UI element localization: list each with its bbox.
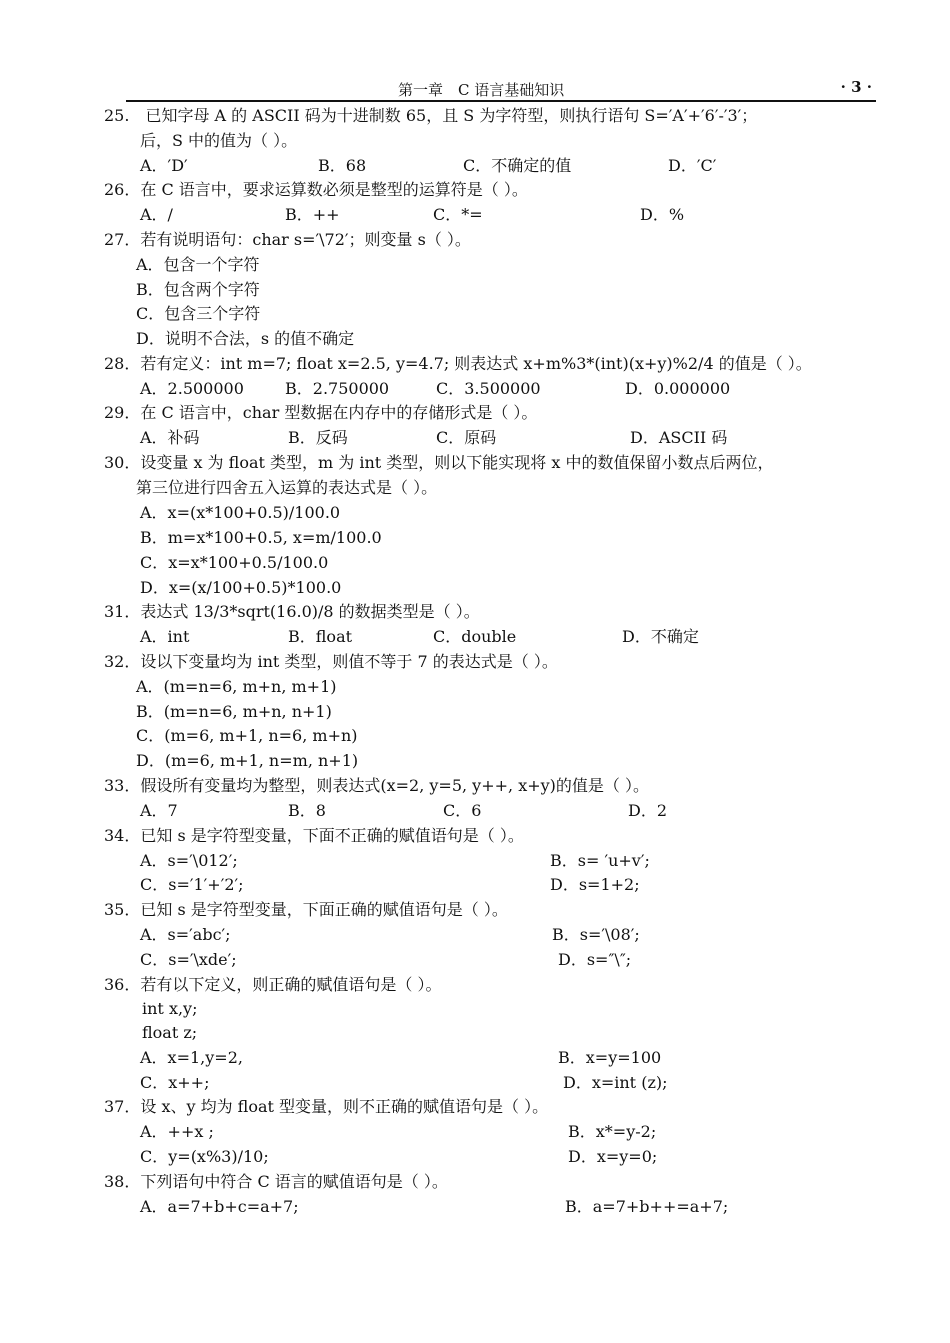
- page-number: · 3 ·: [840, 78, 872, 96]
- question-32-option-c: C．(m=6, m+1, n=6, m+n): [136, 726, 358, 745]
- question-34-option-c: C．s=′1′+′2′;: [140, 875, 244, 894]
- question-32-option-d: D．(m=6, m+1, n=m, n+1): [136, 751, 359, 770]
- question-38-option-a: A．a=7+b+c=a+7;: [140, 1197, 299, 1216]
- question-30-option-d: D．x=(x/100+0.5)*100.0: [140, 578, 342, 597]
- question-33-option-b: B．8: [288, 801, 326, 820]
- question-36-code-line-1: int x,y;: [142, 999, 198, 1018]
- question-26-option-d: D．%: [640, 205, 685, 224]
- chapter-title: 第一章 C 语言基础知识: [398, 81, 565, 99]
- question-29-option-b: B．反码: [288, 428, 348, 447]
- question-30-option-c: C．x=x*100+0.5/100.0: [140, 553, 329, 572]
- question-29-stem: 29．在 C 语言中，char 型数据在内存中的存储形式是（ ）。: [104, 403, 538, 422]
- question-33-stem: 33．假设所有变量均为整型，则表达式(x=2, y=5, y++, x+y)的值是（ ）。: [104, 776, 650, 795]
- question-32-option-a: A．(m=n=6, m+n, m+1): [136, 677, 337, 696]
- question-31-option-d: D．不确定: [622, 627, 699, 646]
- question-35-option-d: D．s=″\″;: [558, 950, 632, 969]
- question-29-option-a: A．补码: [140, 428, 200, 447]
- question-31-option-c: C．double: [433, 627, 517, 646]
- question-32-option-b: B．(m=n=6, m+n, n+1): [136, 702, 332, 721]
- question-30-stem-cont: 第三位进行四舍五入运算的表达式是（ ）。: [136, 478, 438, 497]
- question-36-stem: 36．若有以下定义，则正确的赋值语句是（ ）。: [104, 975, 442, 994]
- question-37-option-b: B．x*=y-2;: [568, 1122, 657, 1141]
- question-35-option-a: A．s=′abc′;: [140, 925, 231, 944]
- question-26-option-a: A．/: [140, 205, 173, 224]
- question-28-option-a: A．2.500000: [140, 379, 244, 398]
- question-35-option-c: C．s=′\xde′;: [140, 950, 237, 969]
- question-34-option-d: D．s=1+2;: [550, 875, 640, 894]
- question-37-stem: 37．设 x、y 均为 float 型变量，则不正确的赋值语句是（ ）。: [104, 1097, 549, 1116]
- question-26-option-c: C．*=: [433, 205, 483, 224]
- question-34-option-a: A．s=′\012′;: [140, 851, 238, 870]
- question-25-stem-cont: 后，S 中的值为（ ）。: [140, 131, 298, 150]
- question-27-option-a: A．包含一个字符: [136, 255, 260, 274]
- question-25-stem: 25. 已知字母 A 的 ASCII 码为十进制数 65，且 S 为字符型，则执行语句 S=′A′+′6′-′3′；: [104, 106, 758, 125]
- question-36-code-line-2: float z;: [142, 1023, 198, 1042]
- question-28-option-d: D．0.000000: [625, 379, 731, 398]
- question-29-option-d: D．ASCII 码: [630, 428, 728, 447]
- question-28-stem: 28．若有定义：int m=7; float x=2.5, y=4.7; 则表达式 x+m%3*(int)(x+y)%2/4 的值是（ ）。: [104, 354, 812, 373]
- question-30-option-b: B．m=x*100+0.5, x=m/100.0: [140, 528, 382, 547]
- question-36-option-c: C．x++;: [140, 1073, 210, 1092]
- question-27-option-b: B．包含两个字符: [136, 280, 260, 299]
- question-26-stem: 26．在 C 语言中，要求运算数必须是整型的运算符是（ ）。: [104, 180, 528, 199]
- question-30-option-a: A．x=(x*100+0.5)/100.0: [140, 503, 341, 522]
- question-31-option-a: A．int: [140, 627, 190, 646]
- question-34-stem: 34．已知 s 是字符型变量，下面不正确的赋值语句是（ ）。: [104, 826, 524, 845]
- question-27-option-d: D．说明不合法，s 的值不确定: [136, 329, 355, 348]
- question-33-option-d: D．2: [628, 801, 668, 820]
- question-36-option-b: B．x=y=100: [558, 1048, 662, 1067]
- question-38-stem: 38．下列语句中符合 C 语言的赋值语句是（ ）。: [104, 1172, 448, 1191]
- question-25-option-a: A．′D′: [140, 156, 188, 175]
- page-header: [126, 78, 876, 102]
- question-34-option-b: B．s= ′u+v′;: [550, 851, 650, 870]
- question-37-option-a: A．++x ;: [140, 1122, 214, 1141]
- question-37-option-c: C．y=(x%3)/10;: [140, 1147, 269, 1166]
- question-25-option-c: C．不确定的值: [463, 156, 572, 175]
- question-25-option-b: B．68: [318, 156, 367, 175]
- question-25-option-d: D．′C′: [668, 156, 717, 175]
- question-33-option-c: C．6: [443, 801, 482, 820]
- question-28-option-b: B．2.750000: [285, 379, 390, 398]
- question-27-option-c: C．包含三个字符: [136, 304, 261, 323]
- question-36-option-a: A．x=1,y=2,: [140, 1048, 243, 1067]
- question-33-option-a: A．7: [140, 801, 178, 820]
- question-31-option-b: B．float: [288, 627, 353, 646]
- question-37-option-d: D．x=y=0;: [568, 1147, 658, 1166]
- question-26-option-b: B．++: [285, 205, 340, 224]
- question-30-stem: 30．设变量 x 为 float 类型，m 为 int 类型，则以下能实现将 x 中的数值保留小数点后两位，: [104, 453, 774, 472]
- question-31-stem: 31．表达式 13/3*sqrt(16.0)/8 的数据类型是（ ）。: [104, 602, 480, 621]
- question-27-stem: 27．若有说明语句：char s=′\72′；则变量 s（ ）。: [104, 230, 471, 249]
- question-35-stem: 35．已知 s 是字符型变量，下面正确的赋值语句是（ ）。: [104, 900, 508, 919]
- question-38-option-b: B．a=7+b++=a+7;: [565, 1197, 729, 1216]
- question-36-option-d: D．x=int (z);: [563, 1073, 668, 1092]
- question-35-option-b: B．s=′\08′;: [552, 925, 640, 944]
- question-28-option-c: C．3.500000: [436, 379, 541, 398]
- question-29-option-c: C．原码: [436, 428, 497, 447]
- question-32-stem: 32．设以下变量均为 int 类型，则值不等于 7 的表达式是（ ）。: [104, 652, 558, 671]
